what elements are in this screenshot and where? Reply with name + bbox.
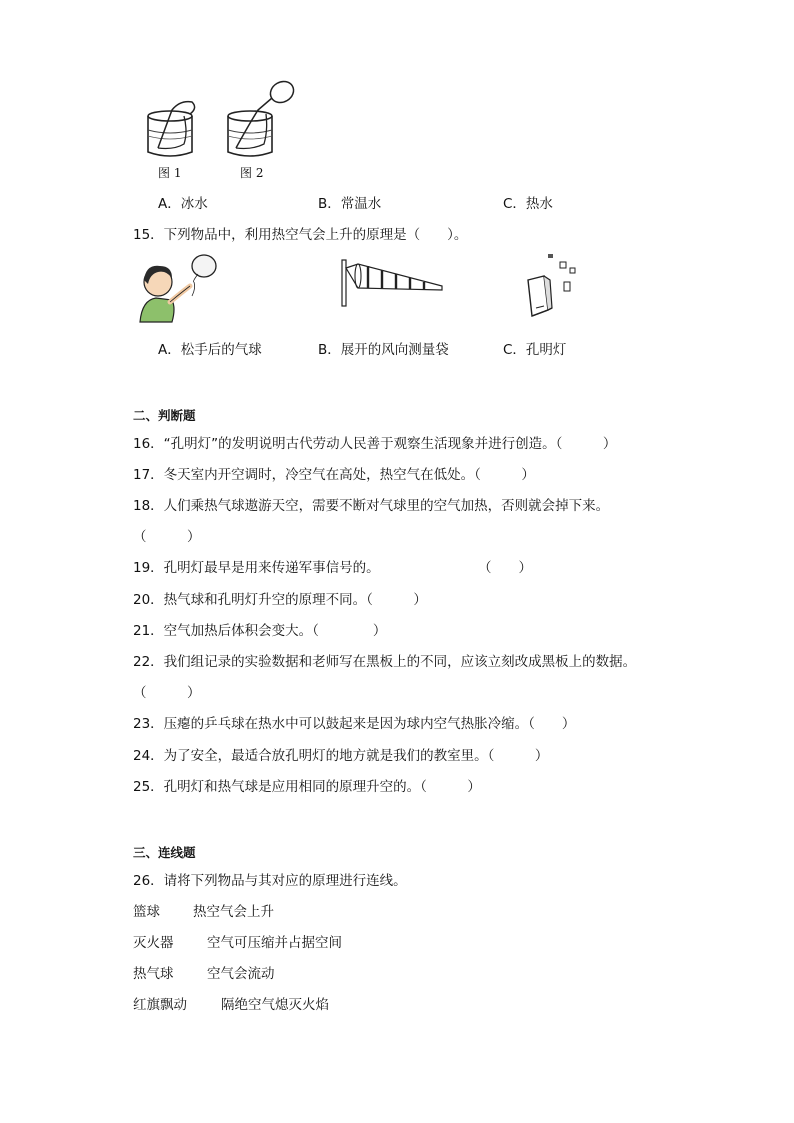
section-2-title: 二、判断题 bbox=[133, 408, 196, 423]
q21: 21．空气加热后体积会变大。（ ） bbox=[133, 623, 387, 639]
q24: 24．为了安全，最适合放孔明灯的地方就是我们的教室里。（ ） bbox=[133, 748, 549, 764]
q15-stem: 15．下列物品中，利用热空气会上升的原理是（ ）。 bbox=[133, 227, 468, 243]
q18-answer-blank[interactable]: （ ） bbox=[133, 529, 201, 545]
q14-option-b[interactable]: B．常温水 bbox=[318, 196, 382, 212]
match-principle-4[interactable]: 隔绝空气熄灭火焰 bbox=[221, 997, 329, 1013]
match-item-2[interactable]: 灭火器 bbox=[133, 935, 174, 951]
match-principle-3[interactable]: 空气会流动 bbox=[207, 966, 275, 982]
q19: 19．孔明灯最早是用来传递军事信号的。 bbox=[133, 560, 380, 576]
figure-1-beaker bbox=[140, 96, 210, 160]
q15-option-b[interactable]: B．展开的风向测量袋 bbox=[318, 342, 449, 358]
q22-answer-blank[interactable]: （ ） bbox=[133, 685, 201, 701]
match-item-4[interactable]: 红旗飘动 bbox=[133, 997, 187, 1013]
match-item-3[interactable]: 热气球 bbox=[133, 966, 174, 982]
boy-with-balloon-image bbox=[136, 252, 220, 326]
q15-option-a[interactable]: A．松手后的气球 bbox=[158, 342, 262, 358]
kongming-lantern-image bbox=[522, 250, 584, 320]
q25: 25．孔明灯和热气球是应用相同的原理升空的。（ ） bbox=[133, 779, 481, 795]
q16: 16．“孔明灯”的发明说明古代劳动人民善于观察生活现象并进行创造。（ ） bbox=[133, 436, 617, 452]
q14-option-a[interactable]: A．冰水 bbox=[158, 196, 208, 212]
q22: 22．我们组记录的实验数据和老师写在黑板上的不同，应该立刻改成黑板上的数据。 bbox=[133, 654, 637, 670]
q19-answer-blank[interactable]: （ ） bbox=[478, 560, 532, 576]
q20: 20．热气球和孔明灯升空的原理不同。（ ） bbox=[133, 592, 427, 608]
windsock-image bbox=[338, 258, 450, 308]
match-principle-2[interactable]: 空气可压缩并占据空间 bbox=[207, 935, 342, 951]
q18: 18．人们乘热气球遨游天空，需要不断对气球里的空气加热，否则就会掉下来。 bbox=[133, 498, 610, 514]
q23: 23．压瘪的乒乓球在热水中可以鼓起来是因为球内空气热胀冷缩。（ ） bbox=[133, 716, 576, 732]
q14-option-c[interactable]: C．热水 bbox=[503, 196, 553, 212]
q17: 17．冬天室内开空调时，冷空气在高处，热空气在低处。（ ） bbox=[133, 467, 535, 483]
match-principle-1[interactable]: 热空气会上升 bbox=[193, 904, 274, 920]
section-3-title: 三、连线题 bbox=[133, 845, 196, 860]
figure-2-caption: 图 2 bbox=[240, 166, 264, 180]
match-item-1[interactable]: 篮球 bbox=[133, 904, 160, 920]
figure-2-beaker bbox=[222, 80, 302, 160]
q26-stem: 26．请将下列物品与其对应的原理进行连线。 bbox=[133, 873, 407, 889]
figure-1-caption: 图 1 bbox=[158, 166, 182, 180]
q15-option-c[interactable]: C．孔明灯 bbox=[503, 342, 567, 358]
